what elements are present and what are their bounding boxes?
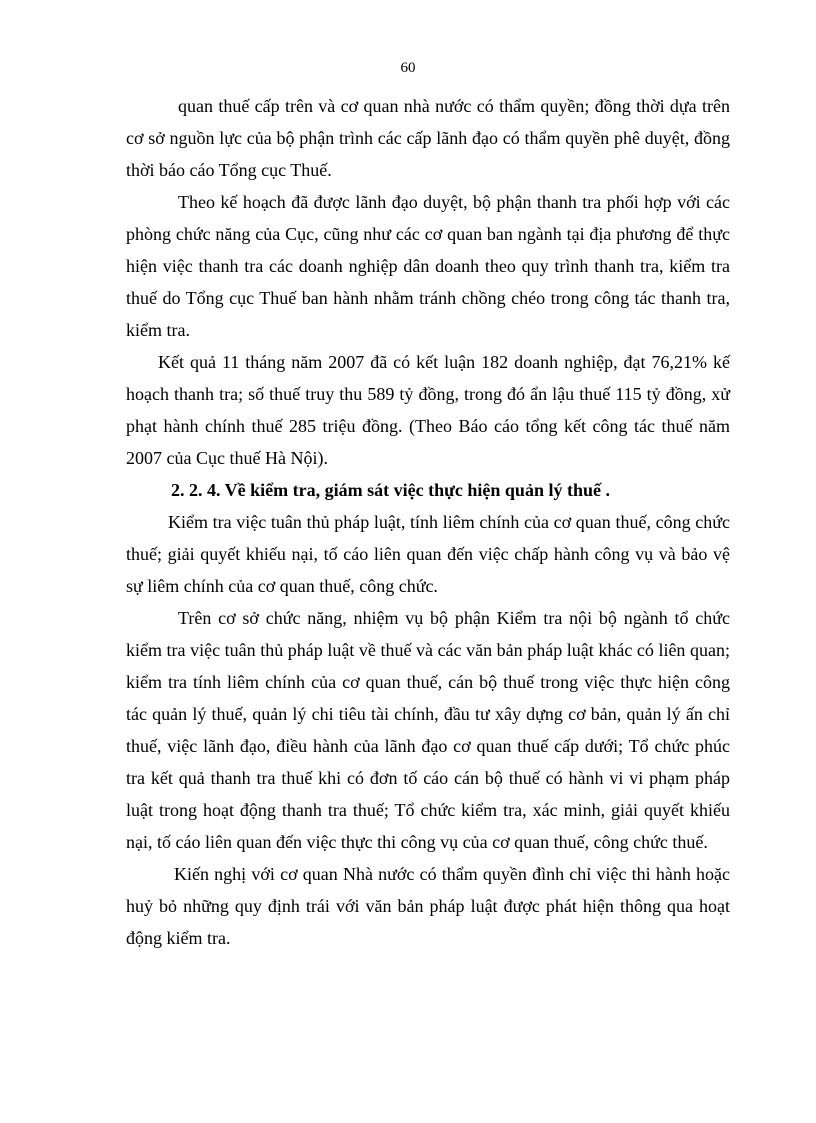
paragraph-compliance-check: Kiểm tra việc tuân thủ pháp luật, tính liêm chính của cơ quan thuế, công chức thuế; giải quyết khiếu nại, tố cáo liên quan đến việc chấp hành công vụ và bảo vệ sự liêm chính của cơ quan thuế, công chức.: [126, 512, 730, 596]
paragraph-results-2007: Kết quả 11 tháng năm 2007 đã có kết luận 182 doanh nghiệp, đạt 76,21% kế hoạch thanh tra; số thuế truy thu 589 tỷ đồng, trong đó ẩn lậu thuế 115 tỷ đồng, xử phạt hành chính thuế 285 triệu đồng. (Theo Báo cáo tổng kết công tác thuế năm 2007 của Cục thuế Hà Nội).: [126, 352, 730, 468]
paragraph-internal-audit: Trên cơ sở chức năng, nhiệm vụ bộ phận Kiểm tra nội bộ ngành tổ chức kiểm tra việc tuân thủ pháp luật về thuế và các văn bản pháp luật khác có liên quan; kiểm tra tính liêm chính của cơ quan thuế, cán bộ thuế trong việc thực hiện công tác quản lý thuế, quản lý chi tiêu tài chính, đầu tư xây dựng cơ bản, quản lý ấn chỉ thuế, việc lãnh đạo, điều hành của lãnh đạo cơ quan thuế cấp dưới; Tổ chức phúc tra kết quả thanh tra thuế khi có đơn tố cáo cán bộ thuế có hành vi vi phạm pháp luật trong hoạt động thanh tra thuế; Tổ chức kiểm tra, xác minh, giải quyết khiếu nại, tố cáo liên quan đến việc thực thi công vụ của cơ quan thuế, công chức thuế.: [126, 608, 730, 852]
paragraph-continuation: quan thuế cấp trên và cơ quan nhà nước có thẩm quyền; đồng thời dựa trên cơ sở nguồn lực của bộ phận trình các cấp lãnh đạo có thẩm quyền phê duyệt, đồng thời báo cáo Tổng cục Thuế.: [126, 96, 730, 180]
section-heading: 2. 2. 4. Về kiểm tra, giám sát việc thực hiện quản lý thuế .: [171, 480, 610, 500]
body-text: [126, 90, 730, 954]
paragraph-recommendation: Kiến nghị với cơ quan Nhà nước có thẩm quyền đình chỉ việc thi hành hoặc huỷ bỏ những quy định trái với văn bản pháp luật được phát hiện thông qua hoạt động kiểm tra.: [126, 864, 730, 948]
paragraph-inspection-plan: Theo kế hoạch đã được lãnh đạo duyệt, bộ phận thanh tra phối hợp với các phòng chức năng của Cục, cũng như các cơ quan ban ngành tại địa phương để thực hiện việc thanh tra các doanh nghiệp dân doanh theo quy trình thanh tra, kiểm tra thuế do Tổng cục Thuế ban hành nhằm tránh chồng chéo trong công tác thanh tra, kiểm tra.: [126, 192, 730, 340]
page-number: 60: [400, 60, 416, 76]
